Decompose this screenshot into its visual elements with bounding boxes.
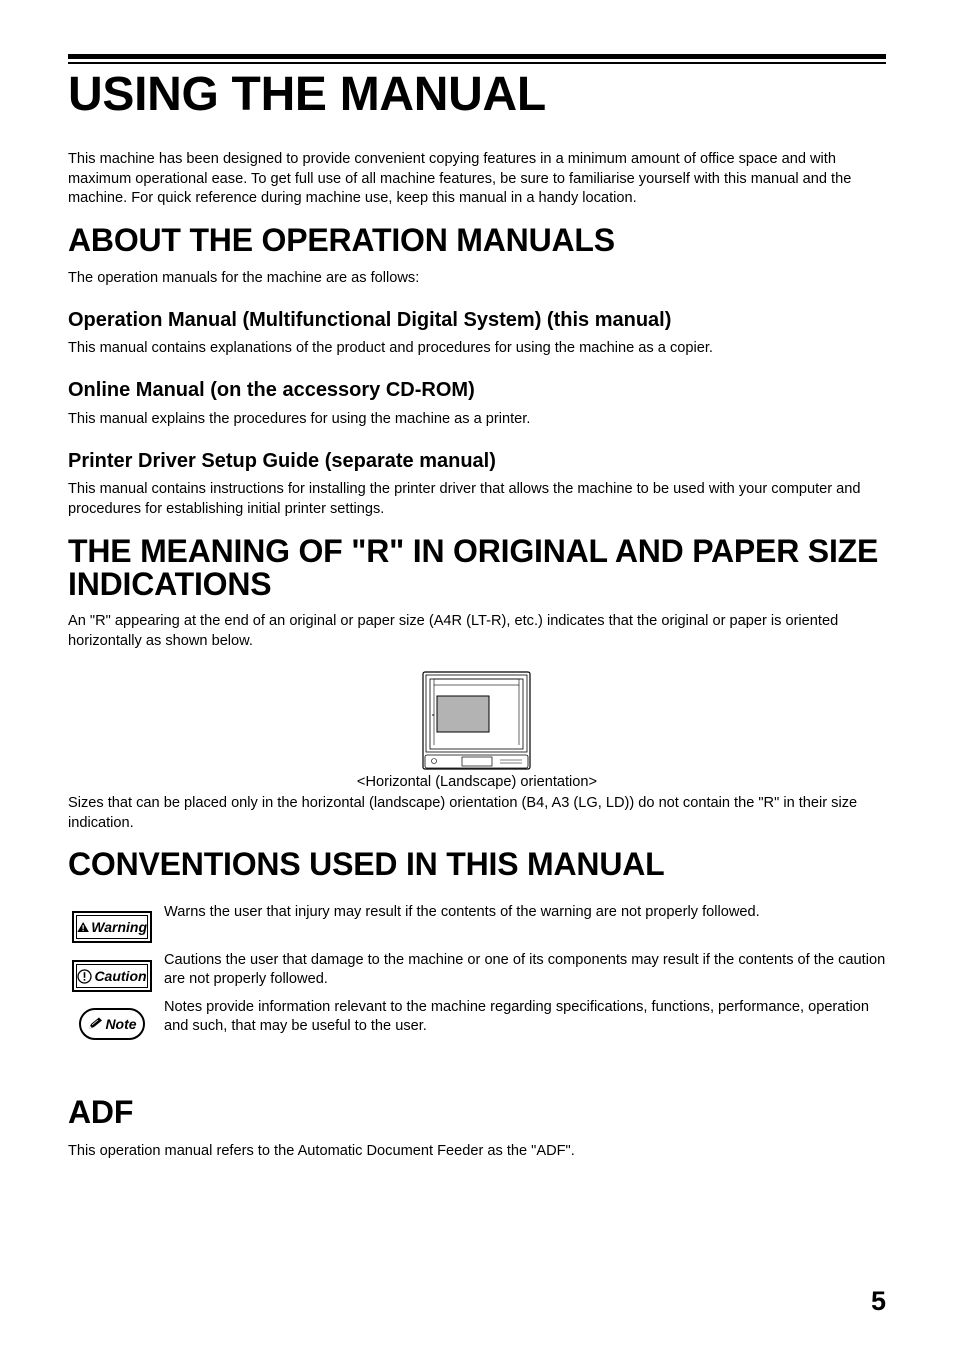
- page-title: USING THE MANUAL: [68, 68, 546, 121]
- figure-caption: <Horizontal (Landscape) orientation>: [356, 774, 598, 790]
- landscape-orientation-figure: [422, 671, 532, 771]
- header-rule-thin: [68, 62, 886, 64]
- manual-title-printer-driver: Printer Driver Setup Guide (separate manual): [68, 450, 496, 472]
- note-badge-label: Note: [105, 1016, 137, 1032]
- warning-triangle-icon: [77, 920, 89, 934]
- conventions-heading: CONVENTIONS USED IN THIS MANUAL: [68, 846, 665, 882]
- pencil-icon: [87, 1017, 103, 1031]
- caution-description: Cautions the user that damage to the machine or one of its components may result if the contents of the caution are not properly followed.: [164, 952, 886, 987]
- about-heading: ABOUT THE OPERATION MANUALS: [68, 222, 615, 258]
- manual-title-online: Online Manual (on the accessory CD-ROM): [68, 379, 475, 401]
- note-badge: [79, 1008, 145, 1040]
- intro-paragraph: This machine has been designed to provide convenient copying features in a minimum amount of office space and with maximum operational ease. To get full use of all machine features, be sure to familiarise yourself with this manual and the machine. For quick reference during machine use, keep this manual in a handy location.: [68, 151, 852, 206]
- manual-text-operation: This manual contains explanations of the product and procedures for using the machine as a copier.: [68, 340, 713, 356]
- warning-badge: [72, 911, 152, 943]
- copier-glass-illustration: [422, 671, 532, 771]
- r-meaning-text: An "R" appearing at the end of an original or paper size (A4R (LT-R), etc.) indicates that the original or paper is oriented horizontally as shown below.: [68, 613, 839, 649]
- manual-text-printer-driver: This manual contains instructions for installing the printer driver that allows the machine to be used with your computer and procedures for establishing initial printer settings.: [68, 481, 861, 517]
- caution-badge-label: Caution: [94, 968, 147, 984]
- warning-badge-label: Warning: [91, 919, 147, 935]
- r-meaning-heading: THE MEANING OF "R" IN ORIGINAL AND PAPER SIZE INDICATIONS: [68, 533, 879, 602]
- warning-description: Warns the user that injury may result if the contents of the warning are not properly followed.: [164, 904, 760, 920]
- page-number: 5: [870, 1286, 886, 1316]
- caution-exclamation-icon: [77, 969, 92, 984]
- manual-text-online: This manual explains the procedures for using the machine as a printer.: [68, 411, 531, 427]
- caution-badge: [72, 960, 152, 992]
- manual-title-operation: Operation Manual (Multifunctional Digital System) (this manual): [68, 309, 672, 331]
- adf-text: This operation manual refers to the Automatic Document Feeder as the "ADF".: [68, 1143, 575, 1159]
- about-lead: The operation manuals for the machine are as follows:: [68, 270, 420, 286]
- note-description: Notes provide information relevant to the machine regarding specifications, functions, performance, operation and such, that may be useful to the user.: [164, 999, 869, 1034]
- r-meaning-note: Sizes that can be placed only in the horizontal (landscape) orientation (B4, A3 (LG, LD)) do not contain the "R" in their size indication.: [68, 795, 858, 831]
- header-rule-thick: [68, 54, 886, 59]
- adf-heading: ADF: [68, 1094, 134, 1130]
